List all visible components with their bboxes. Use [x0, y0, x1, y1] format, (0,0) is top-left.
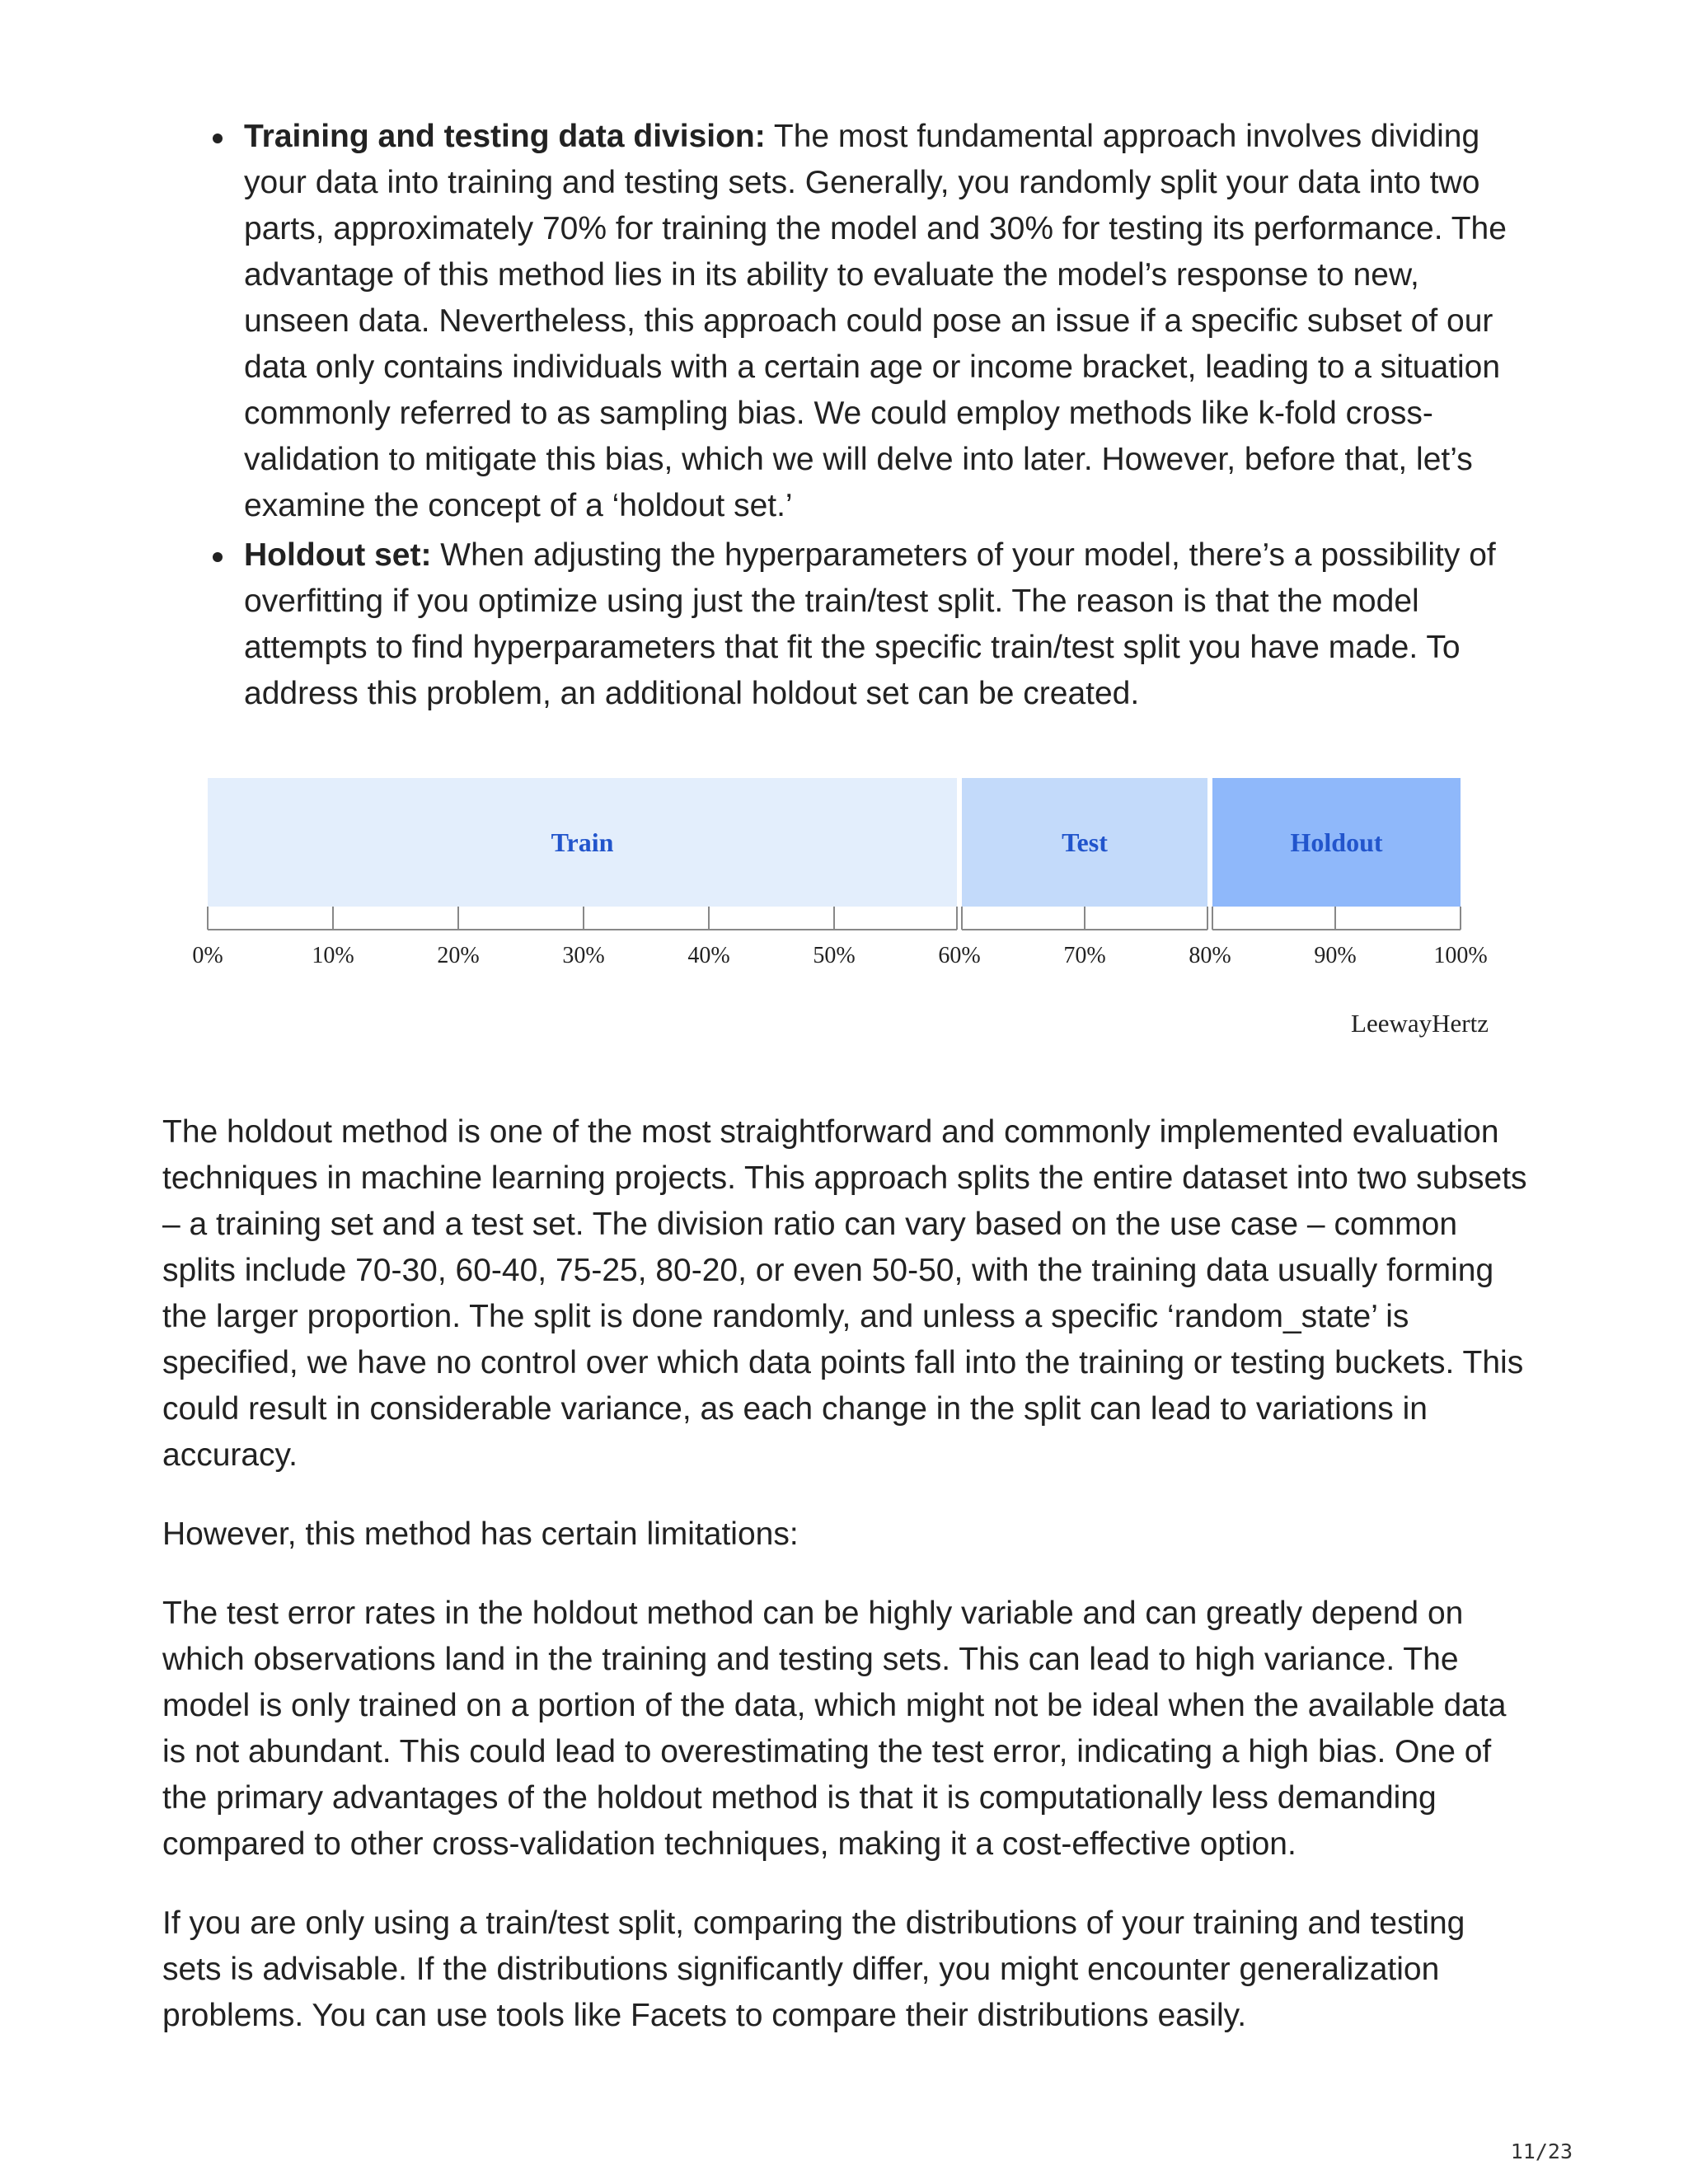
bullet-dot-icon: [213, 134, 223, 143]
tick-label: 0%: [192, 943, 223, 968]
paragraph: The test error rates in the holdout method can be highly variable and can greatly depend on which observations land in the training and testing sets. This can lead to high variance. The model is only trained on a portion of the data, which might not be ideal when the available data is not abundant. This could lead to overestimating the test error, indicating a high bias. One of the primary advantages of the holdout method is that it is computationally less demanding compared to other cross-validation techniques, making it a cost-effective option.: [162, 1596, 1507, 1862]
tick-label: 90%: [1314, 943, 1357, 968]
segment-label-train: Train: [551, 827, 614, 857]
split-diagram: [181, 766, 1517, 1063]
tick-label: 50%: [813, 943, 856, 968]
bullet-item-holdout-set: [244, 532, 1530, 717]
bullet-title: Holdout set:: [244, 537, 432, 573]
tick-label: 30%: [562, 943, 605, 968]
tick-label: 40%: [687, 943, 730, 968]
bullet-item-training-testing: [244, 114, 1530, 529]
paragraph: If you are only using a train/test split, comparing the distributions of your training and testing sets is advisable. If the distributions significantly differ, you might encounter generalization problems. You can use tools like Facets to compare their distributions easily.: [162, 1905, 1465, 2033]
tick-label: 80%: [1189, 943, 1231, 968]
figure-credit: LeewayHertz: [1351, 1009, 1489, 1038]
segment-label-holdout: Holdout: [1290, 827, 1383, 857]
bullet-text: The most fundamental approach involves dividing your data into training and testing sets. Generally, you randomly split your data into two parts, approximately 70% for training the model and 30% for testing its performance. The advantage of this method lies in its ability to evaluate the model’s response to new, unseen data. Nevertheless, this approach could pose an issue if a specific subset of our data only contains individuals with a certain age or income bracket, leading to a situation commonly referred to as sampling bias. We could employ methods like k-fold cross-validation to mitigate this bias, which we will delve into later. However, before that, let’s examine the concept of a ‘holdout set.’: [244, 119, 1507, 523]
body-text: [162, 1109, 1531, 2072]
split-diagram-svg: [181, 766, 1517, 1063]
paragraph: The holdout method is one of the most straightforward and commonly implemented evaluation techniques in machine learning projects. This approach splits the entire dataset into two subsets – a training set and a test set. The division ratio can vary based on the use case – common splits include 70-30, 60-40, 75-25, 80-20, or even 50-50, with the training data usually forming the larger proportion. The split is done randomly, and unless a specific ‘random_state’ is specified, we have no control over which data points fall into the training or testing buckets. This could result in considerable variance, as each change in the split can lead to variations in accuracy.: [162, 1114, 1527, 1473]
segment-label-test: Test: [1062, 827, 1108, 857]
tick-label: 100%: [1433, 943, 1488, 968]
tick-label: 60%: [938, 943, 981, 968]
page-number: 11/23: [1510, 2139, 1573, 2163]
tick-label: 70%: [1063, 943, 1106, 968]
bullet-list: [244, 114, 1530, 720]
paragraph: However, this method has certain limitations:: [162, 1516, 799, 1552]
bullet-text: When adjusting the hyperparameters of your model, there’s a possibility of overfitting if you optimize using just the train/test split. The reason is that the model attempts to find hyperparameters that fit the specific train/test split you have made. To address this problem, an additional holdout set can be created.: [244, 537, 1496, 711]
tick-label: 20%: [437, 943, 480, 968]
bullet-title: Training and testing data division:: [244, 119, 766, 154]
tick-label: 10%: [312, 943, 354, 968]
bullet-dot-icon: [213, 552, 223, 562]
